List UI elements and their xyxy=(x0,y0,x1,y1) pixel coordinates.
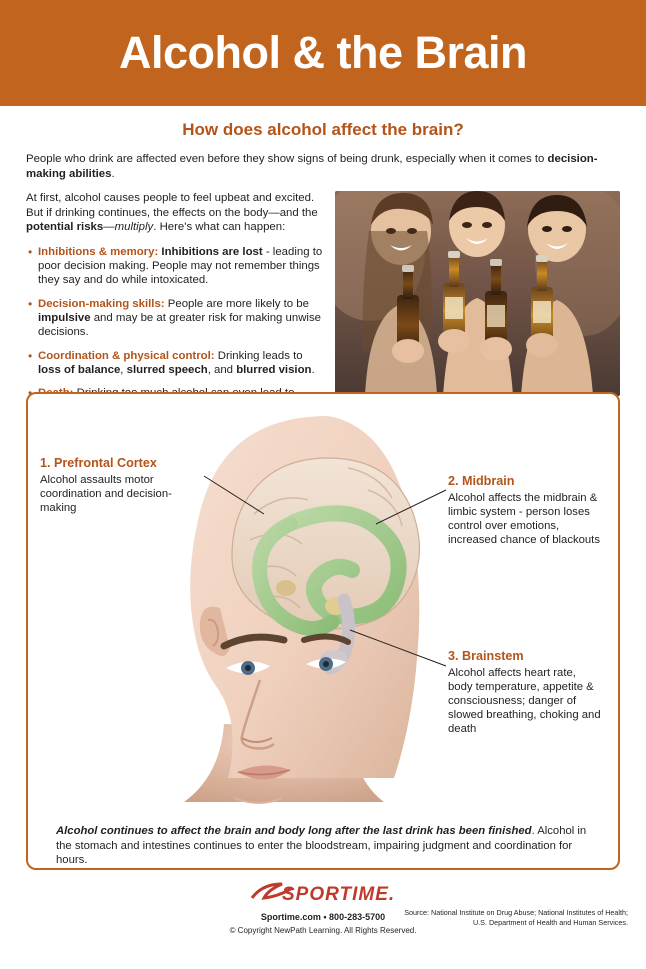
callout-midbrain xyxy=(448,474,603,547)
bullet-text-1: Drinking leads to xyxy=(214,349,303,362)
intro-photo-column xyxy=(335,191,620,424)
callout-brainstem xyxy=(448,649,603,736)
footer-source: Source: National Institute on Drug Abuse; National Institutes of Health; U.S. Department of Health and Human Services. xyxy=(404,908,628,927)
section-question: How does alcohol affect the brain? xyxy=(182,120,464,139)
bullet-label: Inhibitions & memory: xyxy=(38,245,159,258)
bullet-bold-2: slurred speech xyxy=(126,363,208,376)
para-bold-1: potential risks xyxy=(26,221,104,234)
lede-bold: decision-making abilities xyxy=(26,153,598,180)
panel-footnote xyxy=(56,824,596,868)
bullet-bold-1: impulsive xyxy=(38,311,91,324)
brand-logo xyxy=(0,878,646,908)
bullet-label: Decision-making skills: xyxy=(38,297,165,310)
lede-text-1: People who drink are affected even before they show signs of being drunk, especially when it comes to xyxy=(26,153,548,165)
bullet-bold-1: loss of balance xyxy=(38,363,121,376)
para-text-2: . Here's what can happen: xyxy=(153,221,286,234)
footer-copyright: © Copyright NewPath Learning. All Rights Reserved. xyxy=(229,926,417,935)
lede-paragraph xyxy=(26,152,620,181)
callout-title: 1. Prefrontal Cortex xyxy=(40,456,157,470)
callout-body: Alcohol assaults motor coordination and decision-making xyxy=(40,474,172,514)
intro-section xyxy=(0,106,646,428)
para-italic: —multiply xyxy=(103,221,154,234)
callout-title: 3. Brainstem xyxy=(448,649,524,663)
bullet-text-4: . xyxy=(311,363,315,376)
list-item xyxy=(26,297,323,340)
bullet-label: Coordination & physical control: xyxy=(38,349,215,362)
bullet-bold-1: Inhibitions are lost xyxy=(161,245,263,258)
bullet-text-2: - leading to poor decision making. People may not remember things they say and do while intoxicated. xyxy=(38,245,323,287)
list-item xyxy=(26,349,323,378)
footnote-bold: Alcohol continues to affect the brain and body long after the last drink has been finished xyxy=(56,825,532,837)
bullet-text-2: , xyxy=(120,363,127,376)
brain-diagram-panel xyxy=(26,392,620,870)
bullet-text-2: and may be at greater risk for making unwise decisions. xyxy=(38,311,321,339)
callout-prefrontal-cortex xyxy=(40,456,200,515)
bullet-bold-3: blurred vision xyxy=(236,363,312,376)
para-text-1: At first, alcohol causes people to feel upbeat and excited. But if drinking continues, the effects on the body—and the xyxy=(26,192,318,219)
intro-text-column xyxy=(26,191,323,424)
party-photo xyxy=(335,191,620,396)
footer-contact[interactable]: Sportime.com • 800-283-5700 xyxy=(260,912,386,922)
party-photo-illustration xyxy=(335,191,620,396)
bullet-text-3: , and xyxy=(207,363,237,376)
callout-body: Alcohol affects heart rate, body temperature, appetite & consciousness; danger of slowed breathing, choking and death xyxy=(448,667,601,735)
sportime-logo-icon xyxy=(248,878,398,908)
poster-header xyxy=(0,0,646,106)
bullet-text-1: People are more likely to be xyxy=(164,297,309,310)
poster-footer xyxy=(0,876,646,969)
callout-title: 2. Midbrain xyxy=(448,474,515,488)
list-item xyxy=(26,245,323,288)
lede-text-2: . xyxy=(111,167,115,180)
svg-text:SPORTIME.: SPORTIME. xyxy=(282,884,396,905)
intro-columns xyxy=(26,191,620,424)
intro-paragraph xyxy=(26,191,323,235)
callout-body: Alcohol affects the midbrain & limbic system - person loses control over emotions, increased chance of blackouts xyxy=(448,492,600,546)
footnote-rest: . Alcohol in the stomach and intestines continues to enter the bloodstream, impairing judgment and coordination for hours. xyxy=(56,825,587,867)
page-title: Alcohol & the Brain xyxy=(118,27,528,78)
effects-list xyxy=(26,245,323,415)
